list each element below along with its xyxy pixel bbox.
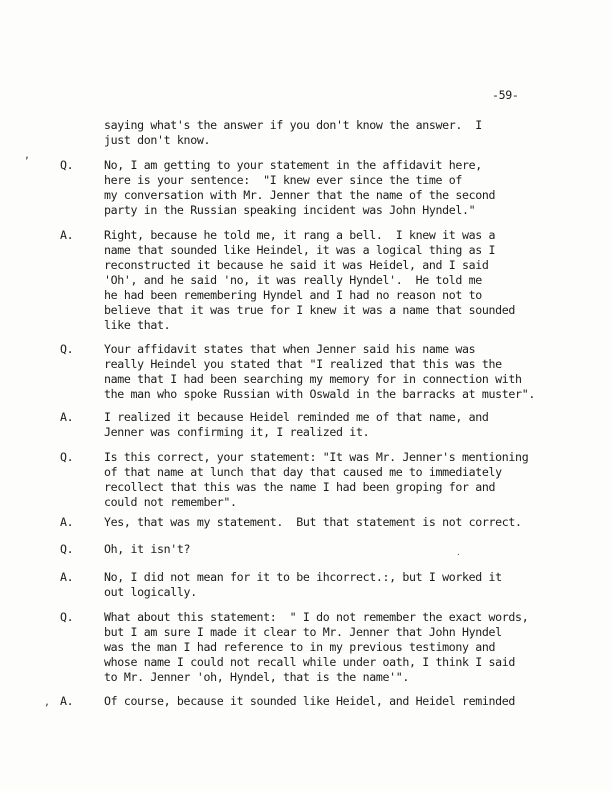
text-line: could not remember". — [104, 495, 237, 509]
margin-mark: , — [44, 697, 50, 708]
text-line: recollect that this was the name I had been groping for and — [104, 480, 496, 494]
text-line: reconstructed it because he said it was Heidel, and I said — [104, 258, 489, 272]
text-line: party in the Russian speaking incident was John Hyndel." — [104, 203, 476, 217]
text-line: Is this correct, your statement: "It was Mr. Jenner's mentioning — [104, 450, 529, 464]
text-line: No, I did not mean for it to be ihcorrect.:, but I worked it — [104, 570, 502, 584]
page-number: -59- — [492, 88, 519, 102]
speaker-label: Q. — [60, 450, 74, 464]
text-line: Right, because he told me, it rang a bell. I knew it was a — [104, 228, 496, 242]
text-line: I realized it because Heidel reminded me of that name, and — [104, 410, 489, 424]
text-line: Of course, because it sounded like Heidel, and Heidel reminded — [104, 694, 516, 708]
text-line: but I am sure I made it clear to Mr. Jenner that John Hyndel — [104, 625, 502, 639]
exchange-text — [104, 158, 574, 218]
text-line: What about this statement: " I do not remember the exact words, — [104, 610, 529, 624]
exchange-text — [104, 570, 574, 600]
text-line: to Mr. Jenner 'oh, Hyndel, that is the name'". — [104, 670, 409, 684]
text-line: really Heindel you stated that "I realized that this was the — [104, 357, 502, 371]
text-line: was the man I had reference to in my previous testimony and — [104, 640, 496, 654]
speaker-label: A. — [60, 410, 74, 424]
text-line: just don't know. — [104, 133, 211, 147]
text-line: the man who spoke Russian with Oswald in the barracks at muster". — [104, 387, 535, 401]
text-line: out logically. — [104, 585, 197, 599]
text-line: of that name at lunch that day that caused me to immediately — [104, 465, 502, 479]
speaker-label: A. — [60, 515, 74, 529]
text-line: name that sounded like Heindel, it was a logical thing as I — [104, 243, 496, 257]
text-line: here is your sentence: "I knew ever since the time of — [104, 173, 463, 187]
text-line: 'Oh', and he said 'no, it was really Hyndel'. He told me — [104, 273, 482, 287]
text-line: saying what's the answer if you don't know the answer. I — [104, 118, 482, 132]
exchange-text — [104, 694, 574, 709]
exchange-text — [104, 228, 574, 333]
text-line: my conversation with Mr. Jenner that the name of the second — [104, 188, 496, 202]
text-line: Oh, it isn't? — [104, 542, 191, 556]
text-line: Jenner was confirming it, I realized it. — [104, 425, 370, 439]
speaker-label: Q. — [60, 610, 74, 624]
text-line: whose name I could not recall while under oath, I think I said — [104, 655, 516, 669]
exchange-text — [104, 542, 574, 557]
exchange-text — [104, 342, 574, 402]
exchange-text — [104, 515, 574, 530]
stray-dot: . — [456, 548, 461, 557]
exchange-text — [104, 610, 574, 685]
exchange-text — [104, 450, 574, 510]
text-line: Your affidavit states that when Jenner said his name was — [104, 342, 476, 356]
text-line: name that I had been searching my memory for in connection with — [104, 372, 522, 386]
speaker-label: Q. — [60, 158, 74, 172]
speaker-label: A. — [60, 228, 74, 242]
text-line: like that. — [104, 318, 171, 332]
speaker-label: A. — [60, 694, 74, 708]
exchange-text — [104, 410, 574, 440]
text-line: No, I am getting to your statement in the affidavit here, — [104, 158, 482, 172]
margin-mark: , — [24, 150, 30, 161]
speaker-label: Q. — [60, 342, 74, 356]
speaker-label: Q. — [60, 542, 74, 556]
speaker-label: A. — [60, 570, 74, 584]
text-line: believe that it was true for I knew it was a name that sounded — [104, 303, 516, 317]
text-line: Yes, that was my statement. But that statement is not correct. — [104, 515, 522, 529]
text-line: he had been remembering Hyndel and I had no reason not to — [104, 288, 482, 302]
opening-continuation — [104, 118, 482, 148]
